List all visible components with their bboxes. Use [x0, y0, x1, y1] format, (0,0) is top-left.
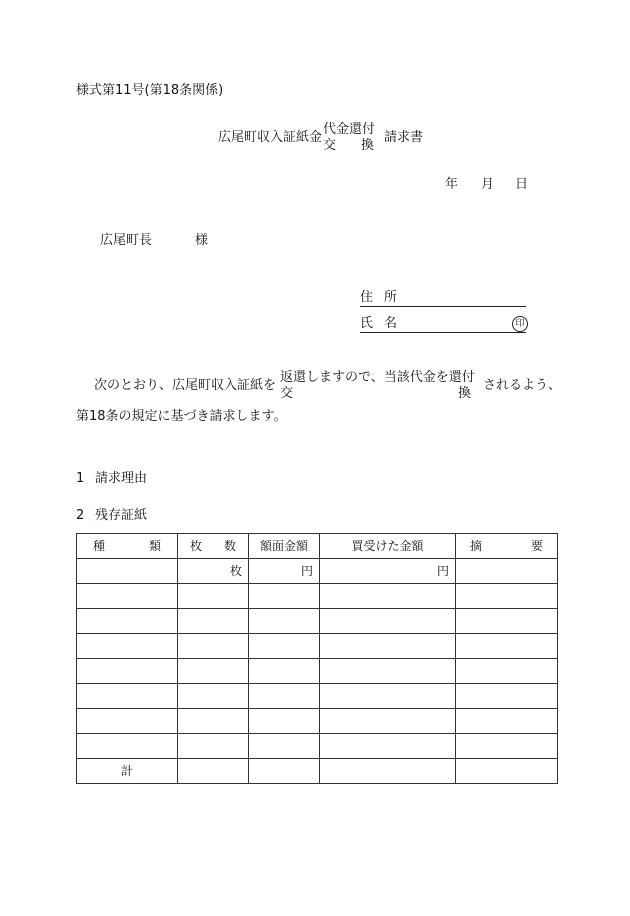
cell-face-value[interactable]: [249, 709, 320, 734]
body-option-exchange-1: 交: [280, 386, 294, 401]
date-year-label: 年: [445, 177, 459, 192]
cell-purchase-amount[interactable]: [320, 684, 456, 709]
title-prefix: 広尾町収入証紙金: [218, 130, 323, 145]
title-option-exchange-1: 交: [323, 138, 337, 153]
cell-remarks[interactable]: [456, 634, 558, 659]
header-type-char-2: 類: [148, 539, 161, 553]
table-row: [77, 684, 558, 709]
header-face-value: 額面金額: [249, 534, 320, 559]
cell-total-face-value[interactable]: [249, 759, 320, 784]
form-number: 様式第11号(第18条関係): [76, 83, 224, 98]
cell-purchase-amount[interactable]: [320, 634, 456, 659]
title-option-refund: 代金還付: [323, 122, 376, 137]
section-1-label: 請求理由: [95, 471, 148, 486]
cell-type[interactable]: [77, 734, 178, 759]
header-count-char-2: 数: [223, 539, 236, 553]
cell-remarks[interactable]: [456, 609, 558, 634]
header-count: [178, 534, 249, 559]
body-option-exchange-2: 換: [458, 386, 472, 401]
cell-face-value[interactable]: [249, 584, 320, 609]
cell-purchase-amount-unit[interactable]: 円: [320, 559, 456, 584]
cell-purchase-amount[interactable]: [320, 584, 456, 609]
section-2-number: 2: [76, 508, 85, 523]
header-remarks-char-2: 要: [530, 539, 543, 553]
table-row: [77, 559, 558, 584]
cell-type[interactable]: [77, 584, 178, 609]
table-total-row: [77, 759, 558, 784]
title-option-exchange-2: 換: [361, 138, 375, 153]
cell-purchase-amount[interactable]: [320, 659, 456, 684]
cell-face-value[interactable]: [249, 659, 320, 684]
body-line1-part1: 次のとおり、広尾町収入証紙を: [94, 378, 277, 393]
header-count-char-1: 枚: [190, 539, 203, 553]
table-row: [77, 659, 558, 684]
title-suffix: 請求書: [384, 130, 424, 145]
addressee-name: 広尾町長: [100, 233, 153, 248]
cell-purchase-amount[interactable]: [320, 734, 456, 759]
header-purchase-amount: 買受けた金額: [320, 534, 456, 559]
cell-count-unit[interactable]: 枚: [178, 559, 249, 584]
name-label-2: 名: [384, 316, 398, 331]
cell-face-value[interactable]: [249, 734, 320, 759]
addressee-honorific: 様: [195, 233, 209, 248]
cell-remarks[interactable]: [456, 559, 558, 584]
table-header-row: [77, 534, 558, 559]
table-row: [77, 584, 558, 609]
cell-purchase-amount[interactable]: [320, 609, 456, 634]
cell-purchase-amount[interactable]: [320, 709, 456, 734]
cell-total-purchase-amount[interactable]: [320, 759, 456, 784]
cell-remarks[interactable]: [456, 684, 558, 709]
cell-remarks[interactable]: [456, 709, 558, 734]
address-label-1: 住: [360, 290, 374, 305]
cell-type[interactable]: [77, 609, 178, 634]
table-row: [77, 609, 558, 634]
cell-total-count[interactable]: [178, 759, 249, 784]
cell-face-value[interactable]: [249, 634, 320, 659]
table-row: [77, 734, 558, 759]
cell-count[interactable]: [178, 659, 249, 684]
body-option-return: 返還しますので、当該代金を還付: [280, 370, 475, 385]
cell-type[interactable]: [77, 709, 178, 734]
cell-remarks[interactable]: [456, 584, 558, 609]
cell-remarks[interactable]: [456, 659, 558, 684]
cell-type[interactable]: [77, 684, 178, 709]
date-month-label: 月: [481, 177, 495, 192]
header-type-char-1: 種: [93, 539, 106, 553]
name-label-1: 氏: [360, 316, 374, 331]
seal-mark: 印: [512, 316, 528, 332]
header-remarks-char-1: 摘: [470, 539, 483, 553]
date-day-label: 日: [515, 177, 529, 192]
cell-total-remarks[interactable]: [456, 759, 558, 784]
cell-count[interactable]: [178, 634, 249, 659]
address-field[interactable]: [360, 306, 526, 307]
remaining-stamps-table: [76, 533, 558, 784]
section-1-number: 1: [76, 471, 85, 486]
body-line2: 第18条の規定に基づき請求します。: [76, 409, 287, 424]
cell-count[interactable]: [178, 584, 249, 609]
section-2-label: 残存証紙: [95, 508, 148, 523]
address-label-2: 所: [384, 290, 398, 305]
cell-face-value-unit[interactable]: 円: [249, 559, 320, 584]
cell-face-value[interactable]: [249, 609, 320, 634]
cell-count[interactable]: [178, 734, 249, 759]
header-remarks: [456, 534, 558, 559]
cell-count[interactable]: [178, 709, 249, 734]
cell-count[interactable]: [178, 609, 249, 634]
cell-count[interactable]: [178, 684, 249, 709]
body-line1-part2: されるよう、: [483, 378, 562, 393]
total-label: 計: [77, 759, 178, 784]
name-field[interactable]: [360, 332, 526, 333]
cell-type[interactable]: [77, 634, 178, 659]
cell-remarks[interactable]: [456, 734, 558, 759]
cell-type[interactable]: [77, 559, 178, 584]
table-row: [77, 709, 558, 734]
header-type: [77, 534, 178, 559]
cell-type[interactable]: [77, 659, 178, 684]
table-row: [77, 634, 558, 659]
cell-face-value[interactable]: [249, 684, 320, 709]
